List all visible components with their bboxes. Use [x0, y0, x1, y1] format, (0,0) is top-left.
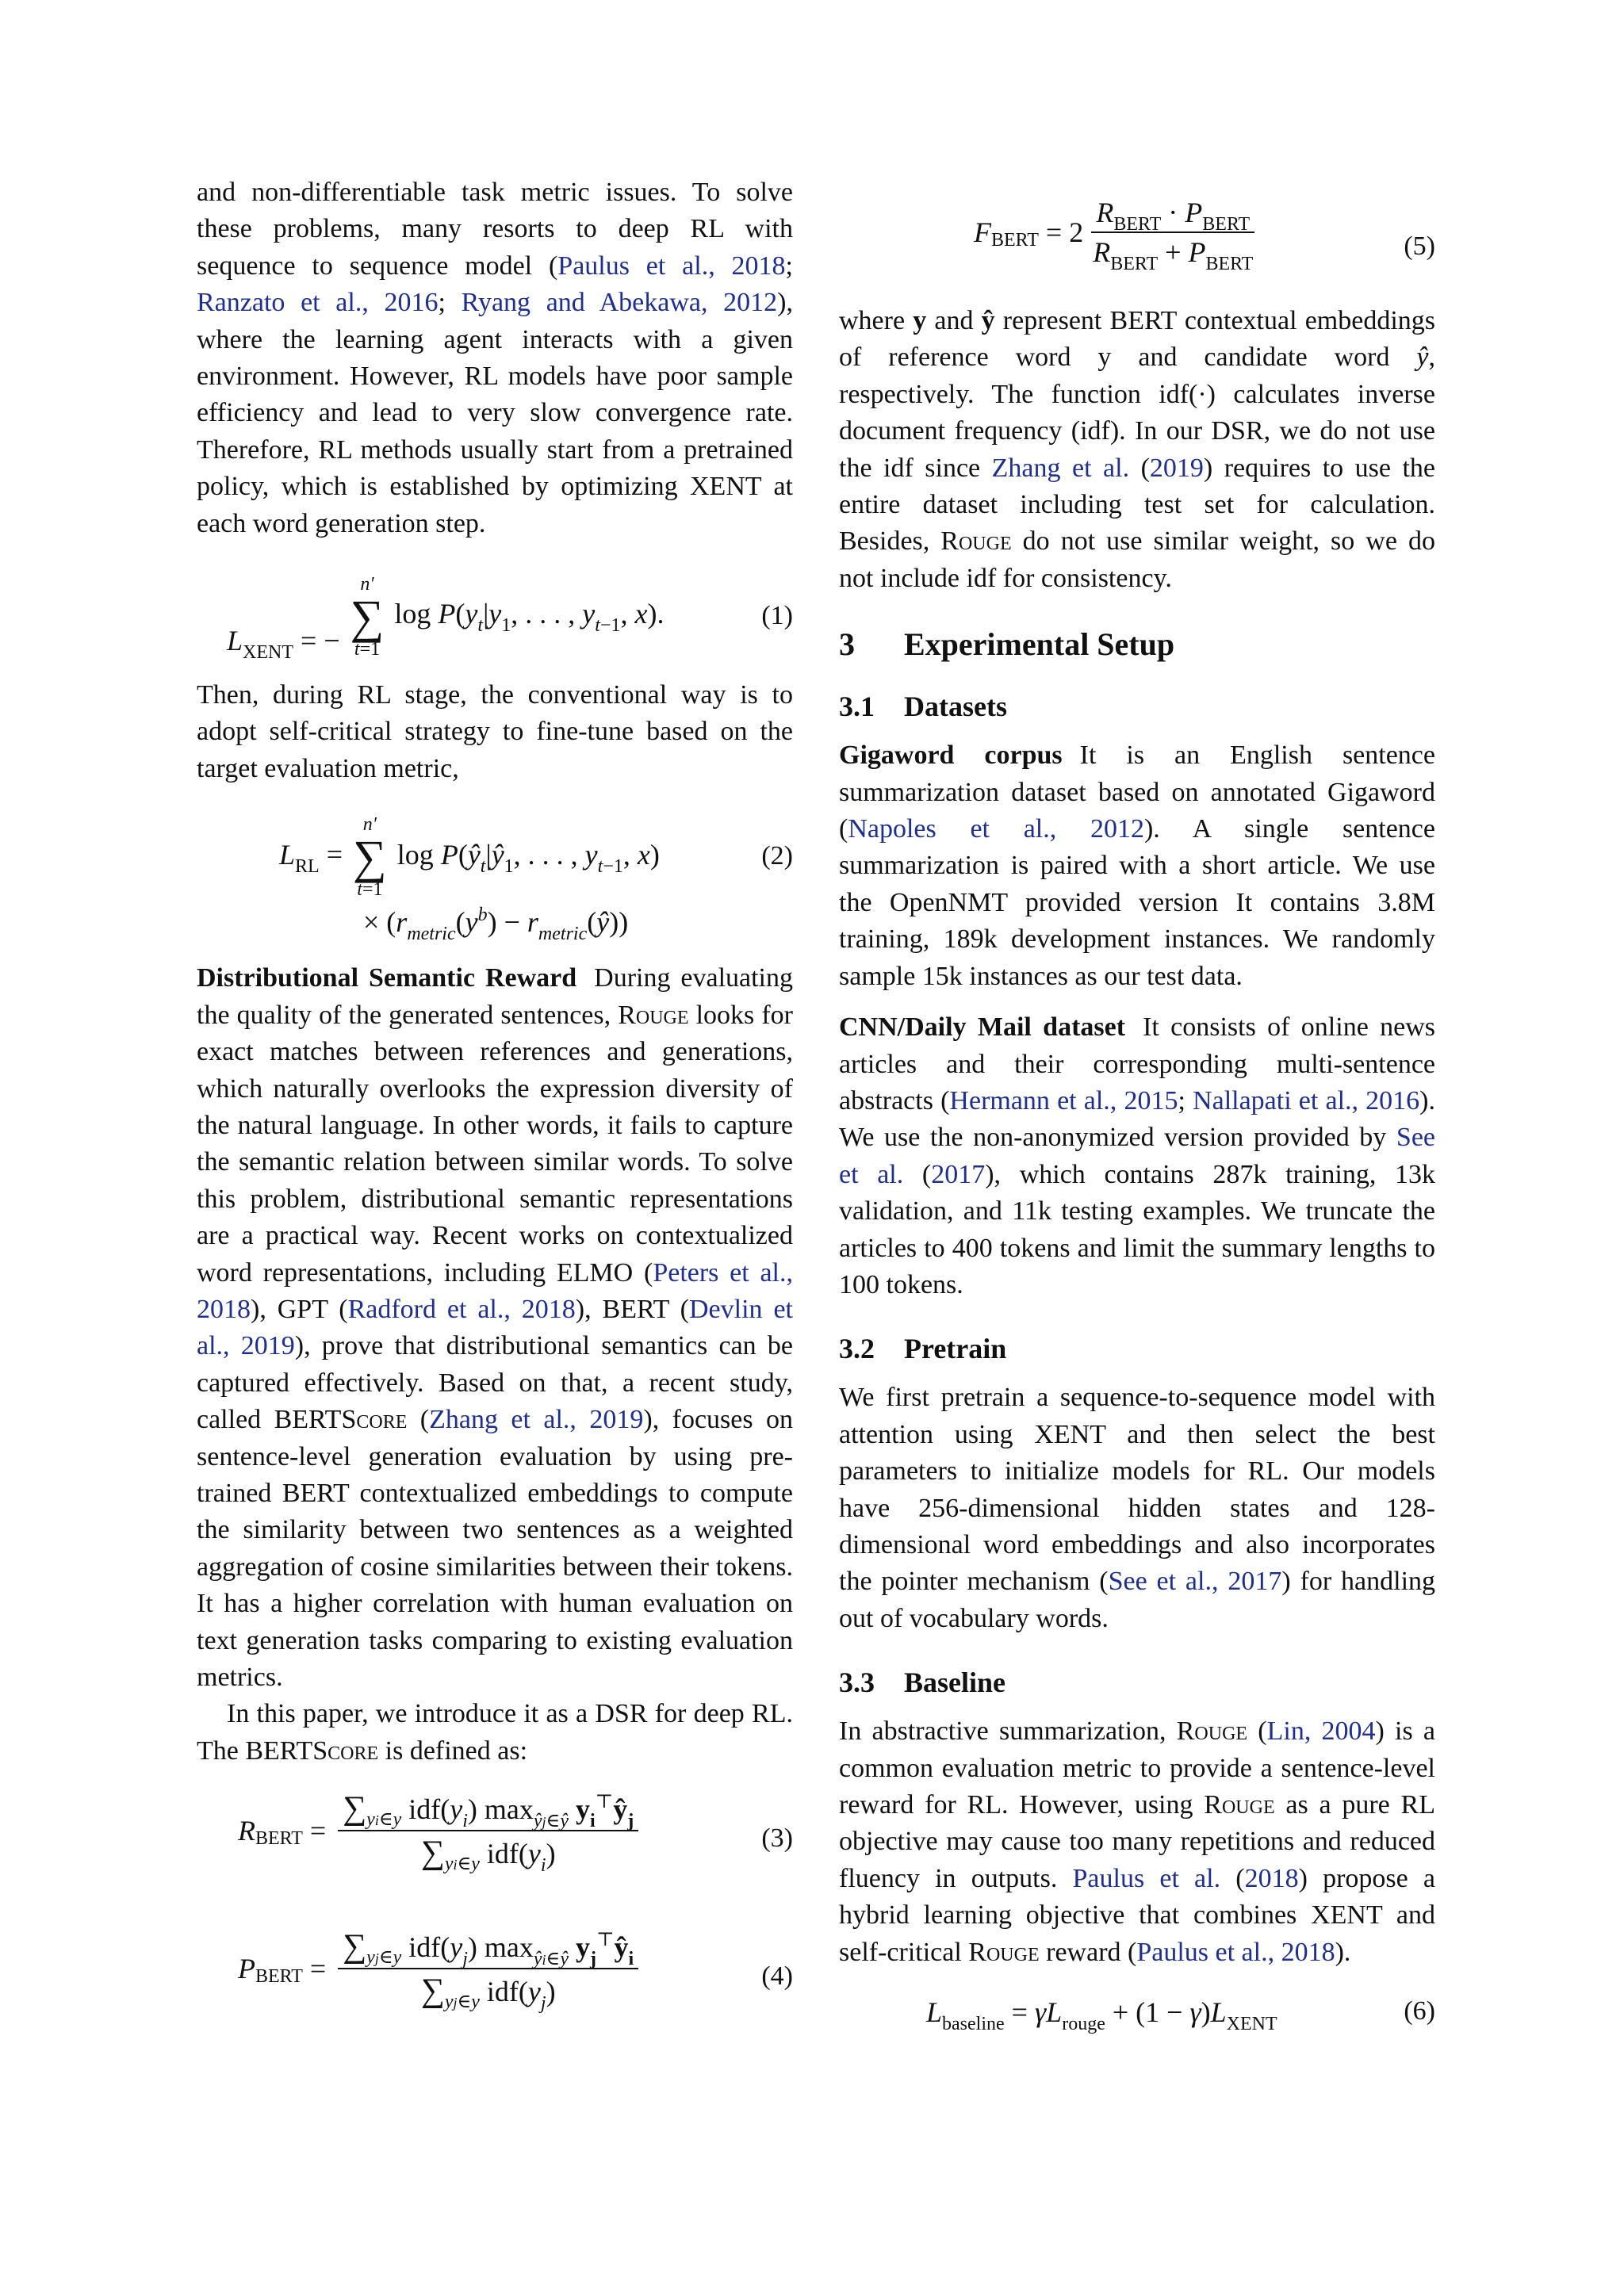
text-run: It consists of online news articles and their corresponding multi-sentence abstracts (: [839, 1012, 1435, 1115]
text-run: ;: [785, 251, 793, 281]
equation-3: [197, 1787, 793, 1896]
equation-5: [839, 198, 1435, 289]
text-run: ) propose a hybrid learning objective that combines XENT and self-critical: [839, 1863, 1435, 1967]
section-experimental-setup: [839, 626, 1435, 663]
paragraph-pretrain: [839, 1380, 1435, 1637]
bertscore-intro-text: [197, 1699, 793, 1765]
text-run: (: [407, 1405, 430, 1435]
text-run: ). A single sentence summarization is paired with a short article. We use the OpenNMT provided version It contains 3.8M training, 189k development instances. We randomly sample 15k instances as our test data.: [839, 814, 1435, 991]
text-run: ) for handling out of vocabulary words.: [839, 1567, 1436, 1633]
paragraph-rl-stage: Then, during RL stage, the conventional way is to adopt self-critical strategy to fine-tune based on the target evaluation metric,: [197, 680, 793, 783]
gigaword-heading: Gigaword corpus: [839, 740, 1063, 771]
equation-5-number: (5): [1404, 232, 1435, 261]
equation-5-body: F BERT = 2 $\frac{R_{BERT} \cdot P_{BERT}}{R_{BERT} + P_{BERT}}$: [974, 197, 1254, 274]
text-run: In this paper, we introduce it as a DSR for deep RL. The BERT: [197, 1699, 793, 1766]
citation-link[interactable]: Nallapati et al., 2016: [1193, 1085, 1420, 1115]
right-column: [839, 174, 1435, 2034]
text-run: do not use similar weight, so we do not include idf for consistency.: [839, 526, 1435, 593]
text-run: ) is a common evaluation metric to provide a sentence-level reward for RL. However, using: [839, 1716, 1436, 1820]
subsection-baseline: [839, 1666, 1435, 1699]
text-run: y: [913, 306, 927, 335]
equation-4-number: (4): [761, 1961, 793, 1992]
citation-link[interactable]: 2019: [1149, 453, 1204, 483]
text-run: where: [839, 306, 914, 335]
text-run: and: [926, 306, 982, 335]
citation-link[interactable]: Hermann et al., 2015: [949, 1085, 1178, 1115]
text-run: ), which contains 287k training, 13k validation, and 11k testing examples. We truncate the articles to 400 tokens and limit the summary lengths to 100 tokens.: [839, 1159, 1435, 1299]
equation-2-reward: × ($r_{metric}(y^b)$ − $r_{metric}(ŷ)$): [363, 905, 629, 945]
equation-1-number: (1): [761, 601, 793, 631]
text-run: ), where the learning agent interacts with a given environment. However, RL models have poor sample efficiency and lead to very slow convergence rate. Therefore, RL methods usually start from a pretrained policy, which is established by optimizing XENT at each word generation step.: [197, 288, 793, 538]
text-run: ŷ: [1416, 342, 1429, 373]
cnn-heading: CNN/Daily Mail dataset: [839, 1012, 1126, 1043]
text-run: (: [1129, 453, 1150, 483]
text-run: represent BERT contextual embeddings of reference word y and candidate word: [839, 306, 1435, 373]
subsection-number: 3.2: [839, 1333, 875, 1365]
text-run: Rouge: [1176, 1716, 1248, 1747]
text-run: (: [903, 1159, 932, 1189]
text-run: is defined as:: [378, 1735, 528, 1766]
text-run: looks for exact matches between references and generations, which naturally overlooks the expression diversity of the natural language. In other words, it fails to capture the semantic relation between similar words. To solve this problem, distributional semantic representations are a practical way. Recent works on contextualized word representations, including ELMO (: [197, 1000, 794, 1288]
dsr-text: [197, 963, 793, 1692]
text-run: , respectively. The function idf(·) calculates inverse document frequency (idf). In our DSR, we do not use the idf since: [839, 342, 1435, 483]
citation-link[interactable]: Radford et al., 2018: [347, 1294, 576, 1324]
citation-link[interactable]: Napoles et al., 2012: [848, 814, 1144, 844]
section-title: Experimental Setup: [904, 626, 1175, 663]
citation-link[interactable]: 2018: [1244, 1863, 1299, 1893]
section-number: 3: [839, 626, 855, 663]
citation-link[interactable]: See et al.: [839, 1123, 1435, 1189]
citation-link[interactable]: Devlin et al., 2019: [197, 1294, 793, 1361]
text-run: ), focuses on sentence-level generation evaluation by using pre-trained BERT contextualized embeddings to compute the similarity between two sentences as a weighted aggregation of cosine similarities between their tokens. It has a higher correlation with human evaluation on text generation tasks comparing to existing evaluation metrics.: [197, 1405, 794, 1692]
text-run: as a pure RL objective may cause too many repetitions and reduced fluency in outputs.: [839, 1790, 1435, 1893]
citation-link[interactable]: 2017: [931, 1159, 986, 1189]
citation-link[interactable]: Paulus et al.: [1072, 1863, 1221, 1893]
subsection-datasets: [839, 690, 1435, 723]
text-run: ) requires to use the entire dataset including test set for calculation. Besides,: [839, 453, 1436, 557]
equation-3-body: R BERT = $\frac{\sum_{yi\in y} idf(y_i) \max_{ŷj\in ŷ} y_i^⊤ŷ_j}{\sum_{yi\in y} idf(y_i)}$: [238, 1792, 643, 1869]
text-run: ), GPT (: [251, 1294, 348, 1324]
text-run: ;: [438, 288, 462, 318]
citation-link[interactable]: Ryang and Abekawa, 2012: [461, 288, 778, 318]
left-column: [197, 174, 793, 2034]
text-run: Rouge: [968, 1937, 1040, 1967]
text-run: Rouge: [618, 1000, 689, 1030]
equation-6-number: (6): [1404, 1996, 1435, 2026]
text-run: ;: [1178, 1085, 1193, 1115]
equation-6: [839, 1995, 1435, 2034]
subsection-title: Datasets: [904, 691, 1007, 723]
equation-2-number: (2): [761, 841, 793, 871]
gigaword-text: [839, 740, 1435, 990]
text-run: In abstractive summarization,: [839, 1716, 1177, 1747]
text-run: Score: [312, 1735, 379, 1766]
subsection-title: Baseline: [904, 1667, 1006, 1699]
text-run: ). We use the non-anonymized version provided by: [839, 1085, 1435, 1153]
text-run: ), BERT (: [575, 1294, 689, 1324]
paragraph-bertscore-intro: [197, 1696, 793, 1770]
equation-4-body: P BERT = $\frac{\sum_{yj\in y} idf(y_j) \max_{ŷi\in ŷ} y_j^⊤ŷ_i}{\sum_{yj\in y} idf(y_j)}$: [238, 1930, 643, 2007]
citation-link[interactable]: See et al., 2017: [1108, 1567, 1282, 1597]
subsection-number: 3.3: [839, 1667, 875, 1699]
paragraph-bert-embeddings: [839, 303, 1435, 597]
paragraph-baseline: [839, 1713, 1435, 1971]
citation-link[interactable]: Paulus et al., 2018: [557, 251, 786, 281]
text-run: ).: [1335, 1937, 1351, 1967]
paragraph-cnn-dailymail: [839, 1009, 1435, 1303]
citation-link[interactable]: Peters et al., 2018: [197, 1257, 793, 1324]
text-run: We first pretrain a sequence-to-sequence model with attention using XENT and then select the best parameters to initialize models for RL. Our models have 256-dimensional hidden states and 128-dimensional word embeddings and also incorporates the pointer mechanism (: [839, 1383, 1435, 1597]
text-run: (: [1247, 1716, 1267, 1747]
text-run: Rouge: [940, 526, 1012, 557]
cnn-text: [839, 1012, 1435, 1299]
text-run: ), prove that distributional semantics can be captured effectively. Based on that, a recent study, called BERT: [197, 1331, 793, 1435]
text-run: reward (: [1039, 1937, 1137, 1967]
equation-1: [197, 564, 793, 663]
citation-link[interactable]: Zhang et al.: [991, 453, 1130, 483]
equation-2: [197, 808, 793, 949]
subsection-pretrain: [839, 1332, 1435, 1365]
equation-1-body: $L_{XENT}$ = − n′ ∑ t=1 $\log P(y_t|y_1$, . . . , $y_{t-1}$, x).: [227, 574, 665, 664]
citation-link[interactable]: Ranzato et al., 2016: [197, 288, 439, 318]
text-run: It is an English sentence summarization dataset based on annotated Gigaword (: [839, 740, 1435, 844]
equation-3-number: (3): [761, 1823, 793, 1854]
paragraph-dsr: [197, 960, 793, 1696]
equation-2-body: $L_{RL}$ = n′ ∑ t=1 $\log P(ŷ_t|ŷ_1$, . . . , $y_{t-1}$, x): [279, 814, 660, 901]
paragraph-gigaword: [839, 737, 1435, 995]
paragraph-rl-intro: [197, 174, 793, 542]
text-run: During evaluating the quality of the generated sentences,: [197, 963, 794, 1030]
text-run: ŷ: [981, 306, 995, 335]
text-run: Score: [341, 1405, 408, 1435]
citation-link[interactable]: Lin, 2004: [1266, 1716, 1376, 1747]
dsr-heading: Distributional Semantic Reward: [197, 963, 577, 993]
equation-6-body: $L_{baseline} = \gamma L_{rouge} + (1 - \gamma)L_{XENT}$: [926, 1996, 1277, 2035]
citation-link[interactable]: Zhang et al., 2019: [429, 1405, 644, 1435]
subsection-title: Pretrain: [904, 1333, 1007, 1365]
text-run: Rouge: [1204, 1790, 1275, 1820]
text-run: (: [1220, 1863, 1245, 1893]
subsection-number: 3.1: [839, 691, 875, 723]
text-run: and non-differentiable task metric issues. To solve these problems, many resorts to deep RL with sequence to sequence model (: [197, 178, 793, 281]
equation-4: [197, 1925, 793, 2034]
citation-link[interactable]: Paulus et al., 2018: [1136, 1937, 1335, 1967]
